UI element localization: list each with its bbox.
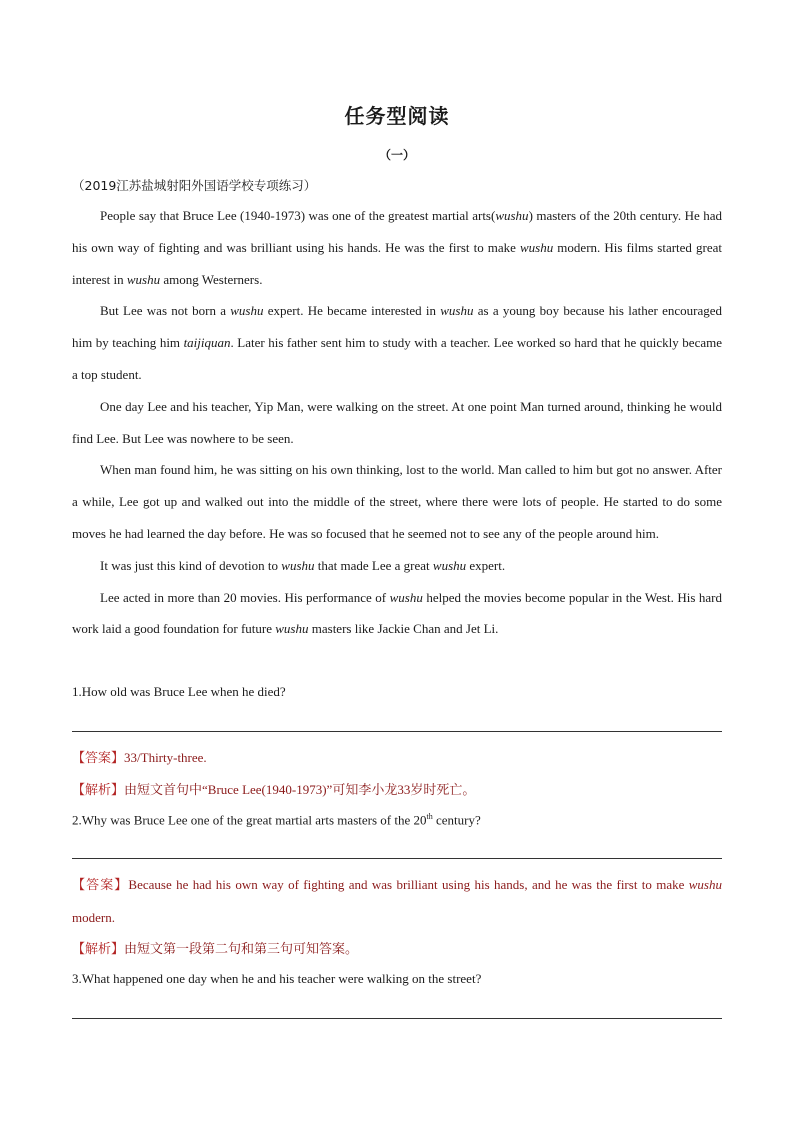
answer-1: 【答案】33/Thirty-three. — [72, 750, 207, 766]
answer-line-2[interactable] — [72, 858, 722, 859]
analysis-tag: 【解析】 — [72, 783, 125, 798]
paragraph-1: People say that Bruce Lee (1940-1973) was one of the greatest martial arts(wushu) masters of the 20th century. He had his own way of fighting and was brilliant using his hands. He was the first to make wushu modern. His films started great interest in wushu among Westerners. — [72, 208, 722, 287]
answer-line-3[interactable] — [72, 1018, 722, 1019]
paragraph-6: Lee acted in more than 20 movies. His performance of wushu helped the movies become popular in the West. His hard work laid a good foundation for future wushu masters like Jackie Chan and Jet Li. — [72, 589, 722, 637]
answer-tag: 【答案】 — [72, 751, 125, 766]
question-3: 3.What happened one day when he and his teacher were walking on the street? — [72, 971, 482, 986]
answer-line-1[interactable] — [72, 731, 722, 732]
question-1: 1.How old was Bruce Lee when he died? — [72, 684, 286, 699]
paragraph-2: But Lee was not born a wushu expert. He became interested in wushu as a young boy because his lather encouraged him by teaching him taijiquan. Later his father sent him to study with a teacher. Lee worked so hard that he quickly became a top student. — [72, 303, 722, 382]
page-title: 任务型阅读 — [344, 104, 450, 128]
source-note: （2019江苏盐城射阳外国语学校专项练习） — [72, 178, 317, 193]
answer-2: 【答案】Because he had his own way of fighting and was brilliant using his hands, and he was the first to make wushu modern. — [72, 877, 722, 925]
reading-passage — [72, 200, 722, 645]
paragraph-4: When man found him, he was sitting on his own thinking, lost to the world. Man called to him but got no answer. After a while, Lee got up and walked out into the middle of the street, where there were lots of people. He started to do some moves he had learned the day before. He was so focused that he seemed not to see any of the people around him. — [72, 462, 722, 541]
paragraph-5: It was just this kind of devotion to wushu that made Lee a great wushu expert. — [100, 557, 506, 573]
analysis-2: 【解析】由短文第一段第二句和第三句可知答案。 — [72, 941, 359, 957]
section-number: （一） — [378, 148, 415, 162]
analysis-tag: 【解析】 — [72, 942, 125, 957]
answer-tag: 【答案】 — [72, 878, 129, 893]
analysis-1: 【解析】由短文首句中“Bruce Lee(1940-1973)”可知李小龙33岁时死亡。 — [72, 782, 476, 798]
question-2: 2.Why was Bruce Lee one of the great martial arts masters of the 20th century? — [72, 812, 481, 828]
paragraph-3: One day Lee and his teacher, Yip Man, were walking on the street. At one point Man turned around, thinking he would find Lee. But Lee was nowhere to be seen. — [72, 398, 722, 446]
